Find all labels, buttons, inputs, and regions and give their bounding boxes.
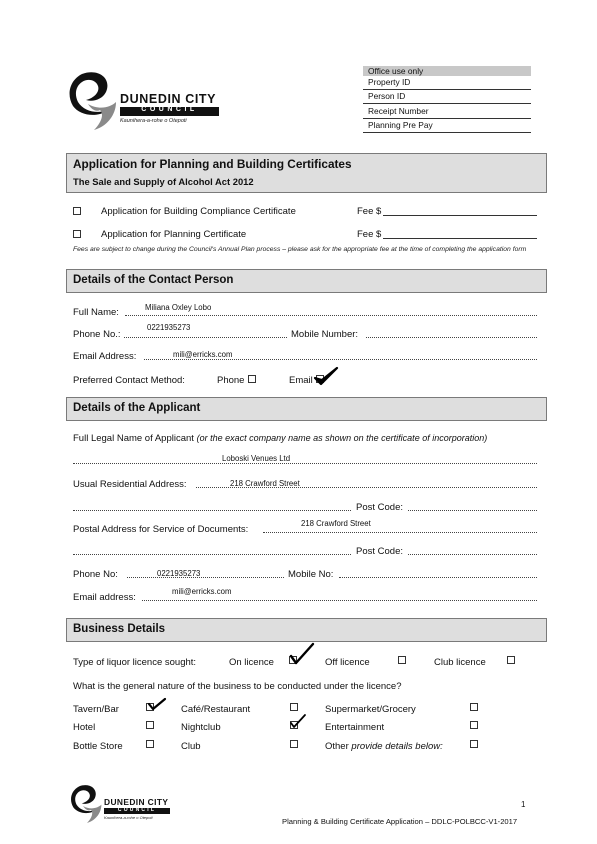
logo-council: COUNCIL	[141, 106, 198, 113]
fee-note: Fees are subject to change during the Council's Annual Plan process – please ask for the appropriate fee at the time of completing the application form	[73, 246, 527, 253]
legal-name-value: Loboski Venues Ltd	[222, 454, 291, 463]
office-use-box	[363, 66, 531, 133]
office-use-title: Office use only	[368, 66, 424, 76]
logo-name: DUNEDIN CITY	[120, 92, 217, 106]
applicant-email-input[interactable]	[142, 600, 537, 601]
applicant-mobile-label: Mobile No:	[288, 569, 334, 580]
nightclub-check-icon	[289, 713, 307, 729]
entertainment-checkbox[interactable]	[470, 721, 478, 729]
tavern-check-icon	[147, 697, 167, 711]
postal-value: 218 Crawford Street	[301, 519, 371, 528]
residential-postcode-label: Post Code:	[356, 502, 403, 513]
cafe-checkbox[interactable]	[290, 703, 298, 711]
supermarket-label: Supermarket/Grocery	[325, 704, 416, 715]
cafe-label: Café/Restaurant	[181, 704, 251, 715]
planning-fee-input[interactable]	[383, 238, 537, 239]
residential-value: 218 Crawford Street	[230, 479, 300, 488]
business-section-header	[66, 618, 547, 642]
club-licence-checkbox[interactable]	[507, 656, 515, 664]
business-heading: Business Details	[73, 623, 166, 635]
off-licence-label: Off licence	[325, 657, 370, 668]
on-licence-label: On licence	[229, 657, 274, 668]
applicant-email-value: mili@erricks.com	[172, 587, 232, 596]
postal-input[interactable]	[263, 532, 537, 533]
hotel-label: Hotel	[73, 722, 96, 733]
office-row-receipt: Receipt Number	[363, 104, 531, 119]
office-row-property: Property ID	[363, 76, 531, 90]
page-number: 1	[521, 800, 526, 809]
on-licence-check-icon	[289, 642, 315, 666]
contact-heading: Details of the Contact Person	[73, 274, 234, 286]
phone-option-checkbox[interactable]	[248, 375, 256, 383]
title-section	[66, 153, 547, 193]
full-name-input[interactable]	[125, 315, 537, 316]
applicant-phone-value: 0221935273	[157, 569, 201, 578]
planning-cert-label: Application for Planning Certificate	[101, 229, 247, 240]
postal-label: Postal Address for Service of Documents:	[73, 524, 249, 535]
email-label: Email Address:	[73, 351, 137, 362]
legal-name-note: (or the exact company name as shown on the certificate of incorporation)	[196, 433, 488, 443]
planning-fee-label: Fee $	[357, 229, 382, 240]
full-name-value: Miliana Oxley Lobo	[145, 303, 212, 312]
footer-doc-ref: Planning & Building Certificate Application – DDLC-POLBCC-V1-2017	[282, 817, 518, 826]
nightclub-label: Nightclub	[181, 722, 221, 733]
bottle-store-label: Bottle Store	[73, 741, 123, 752]
mobile-label: Mobile Number:	[291, 329, 359, 340]
applicant-phone-input[interactable]	[127, 577, 284, 578]
footer-logo	[70, 783, 180, 827]
email-value: mili@erricks.com	[173, 350, 233, 359]
applicant-phone-label: Phone No:	[73, 569, 118, 580]
residential-label: Usual Residential Address:	[73, 479, 187, 490]
preferred-label: Preferred Contact Method:	[73, 375, 185, 386]
postal-postcode-label: Post Code:	[356, 546, 403, 557]
club-label: Club	[181, 741, 201, 752]
applicant-section-header	[66, 397, 547, 421]
phone-value: 0221935273	[147, 323, 191, 332]
legal-name-input[interactable]	[73, 463, 537, 464]
supermarket-checkbox[interactable]	[470, 703, 478, 711]
legal-name-label-text: Full Legal Name of Applicant	[73, 433, 194, 444]
phone-label: Phone No.:	[73, 329, 121, 340]
office-row-prepay: Planning Pre Pay	[363, 119, 531, 133]
bottle-store-checkbox[interactable]	[146, 740, 154, 748]
page-title: Application for Planning and Building Certificates	[73, 157, 352, 171]
residential-line2-input[interactable]	[73, 510, 351, 511]
phone-option-label: Phone	[217, 375, 245, 386]
footer-logo-council: COUNCIL	[117, 807, 157, 813]
licence-type-label: Type of liquor licence sought:	[73, 657, 197, 668]
applicant-heading: Details of the Applicant	[73, 402, 201, 414]
office-use-header	[363, 66, 531, 76]
other-note: provide details below:	[351, 741, 443, 752]
other-checkbox[interactable]	[470, 740, 478, 748]
mobile-input[interactable]	[366, 337, 537, 338]
phone-input[interactable]	[124, 337, 287, 338]
dcc-logo-mark-icon	[68, 70, 120, 132]
full-name-label: Full Name:	[73, 307, 119, 318]
planning-cert-checkbox[interactable]	[73, 230, 81, 238]
other-label-text: Other	[325, 741, 349, 752]
other-label	[325, 741, 443, 752]
act-title: The Sale and Supply of Alcohol Act 2012	[73, 176, 254, 187]
tavern-label: Tavern/Bar	[73, 704, 119, 715]
applicant-mobile-input[interactable]	[339, 577, 537, 578]
email-option-label: Email	[289, 375, 313, 386]
dcc-logo	[68, 70, 228, 132]
nature-question: What is the general nature of the business to be conducted under the licence?	[73, 681, 402, 692]
residential-postcode-input[interactable]	[408, 510, 537, 511]
logo-maori: Kaunihera-a-rohe o Otepoti	[120, 118, 187, 124]
email-input[interactable]	[144, 359, 537, 360]
building-cert-label: Application for Building Compliance Certificate	[101, 206, 296, 217]
hotel-checkbox[interactable]	[146, 721, 154, 729]
postal-line2-input[interactable]	[73, 554, 351, 555]
footer-logo-name: DUNEDIN CITY	[104, 797, 169, 807]
footer-logo-mark-icon	[70, 783, 104, 825]
building-cert-checkbox[interactable]	[73, 207, 81, 215]
contact-section-header	[66, 269, 547, 293]
footer-logo-maori: Kaunihera-a-rohe o Otepoti	[104, 815, 153, 820]
office-row-person: Person ID	[363, 90, 531, 104]
building-fee-input[interactable]	[383, 215, 537, 216]
applicant-email-label: Email address:	[73, 592, 136, 603]
club-checkbox[interactable]	[290, 740, 298, 748]
legal-name-label	[73, 433, 487, 444]
club-licence-label: Club licence	[434, 657, 486, 668]
off-licence-checkbox[interactable]	[398, 656, 406, 664]
postal-postcode-input[interactable]	[408, 554, 537, 555]
entertainment-label: Entertainment	[325, 722, 385, 733]
email-option-check-icon	[313, 366, 339, 388]
building-fee-label: Fee $	[357, 206, 382, 217]
